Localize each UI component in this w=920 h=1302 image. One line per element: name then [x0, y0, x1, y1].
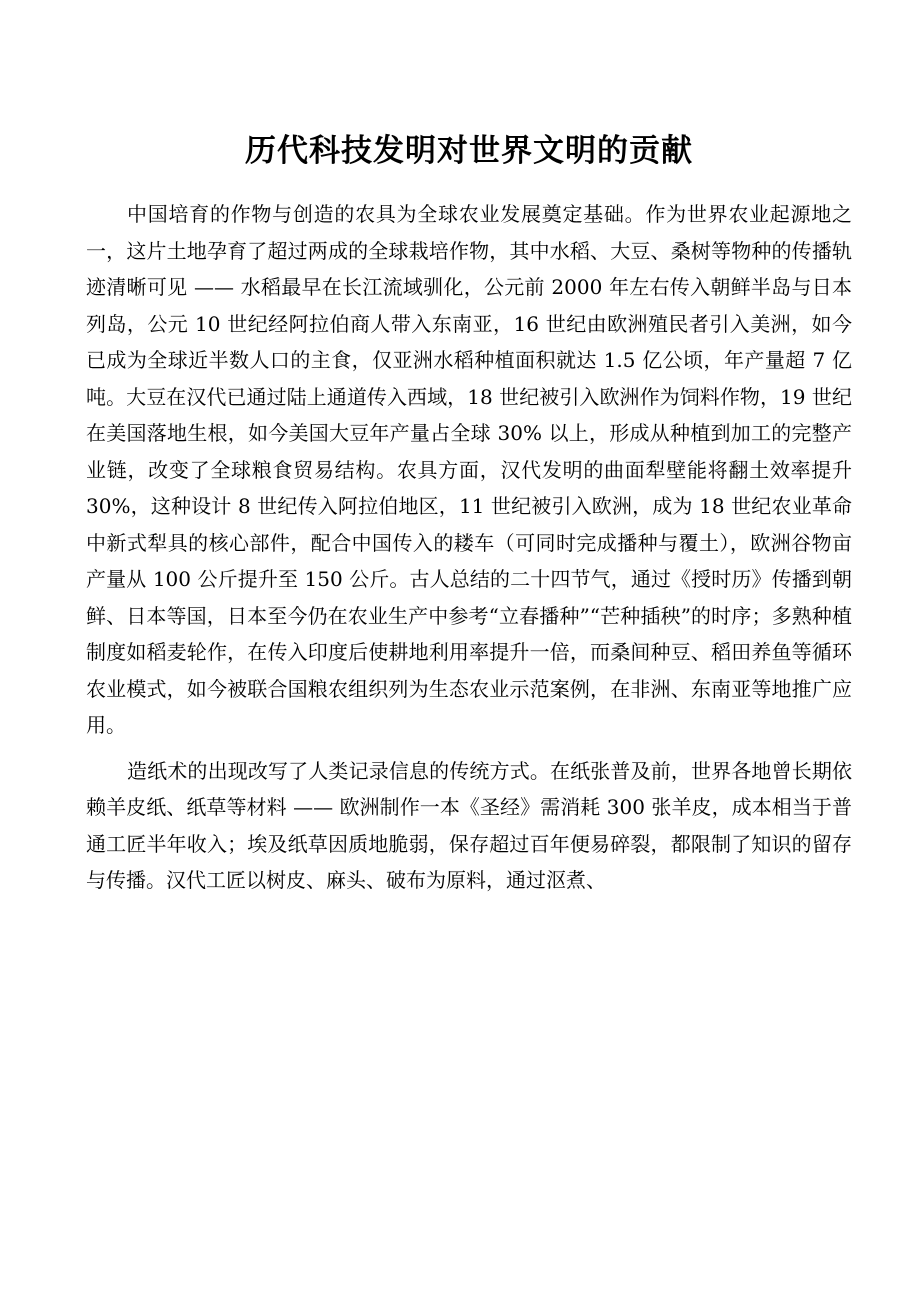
- paragraph-agriculture: 中国培育的作物与创造的农具为全球农业发展奠定基础。作为世界农业起源地之一，这片土地孕育了超过两成的全球栽培作物，其中水稻、大豆、桑树等物种的传播轨迹清晰可见 —— 水稻最早在长江流域驯化，公元前 2000 年左右传入朝鲜半岛与日本列岛，公元 10 世纪经阿拉伯商人带入东南亚，16 世纪由欧洲殖民者引入美洲，如今已成为全球近半数人口的主食，仅亚洲水稻种植面积就达 1.5 亿公顷，年产量超 7 亿吨。大豆在汉代已通过陆上通道传入西域，18 世纪被引入欧洲作为饲料作物，19 世纪在美国落地生根，如今美国大豆年产量占全球 30% 以上，形成从种植到加工的完整产业链，改变了全球粮食贸易结构。农具方面，汉代发明的曲面犁壁能将翻土效率提升 30%，这种设计 8 世纪传入阿拉伯地区，11 世纪被引入欧洲，成为 18 世纪农业革命中新式犁具的核心部件，配合中国传入的耧车（可同时完成播种与覆土），欧洲谷物亩产量从 100 公斤提升至 150 公斤。古人总结的二十四节气，通过《授时历》传播到朝鲜、日本等国，日本至今仍在农业生产中参考“立春播种”“芒种插秧”的时序；多熟种植制度如稻麦轮作，在传入印度后使耕地利用率提升一倍，而桑间种豆、稻田养鱼等循环农业模式，如今被联合国粮农组织列为生态农业示范案例，在非洲、东南亚等地推广应用。: [86, 202, 852, 737]
- document-title: 历代科技发明对世界文明的贡献: [245, 133, 693, 169]
- paragraph-papermaking: 造纸术的出现改写了人类记录信息的传统方式。在纸张普及前，世界各地曾长期依赖羊皮纸、纸草等材料 —— 欧洲制作一本《圣经》需消耗 300 张羊皮，成本相当于普通工匠半年收入；埃及纸草因质地脆弱，保存超过百年便易碎裂，都限制了知识的留存与传播。汉代工匠以树皮、麻头、破布为原料，通过沤煮、: [86, 758, 852, 892]
